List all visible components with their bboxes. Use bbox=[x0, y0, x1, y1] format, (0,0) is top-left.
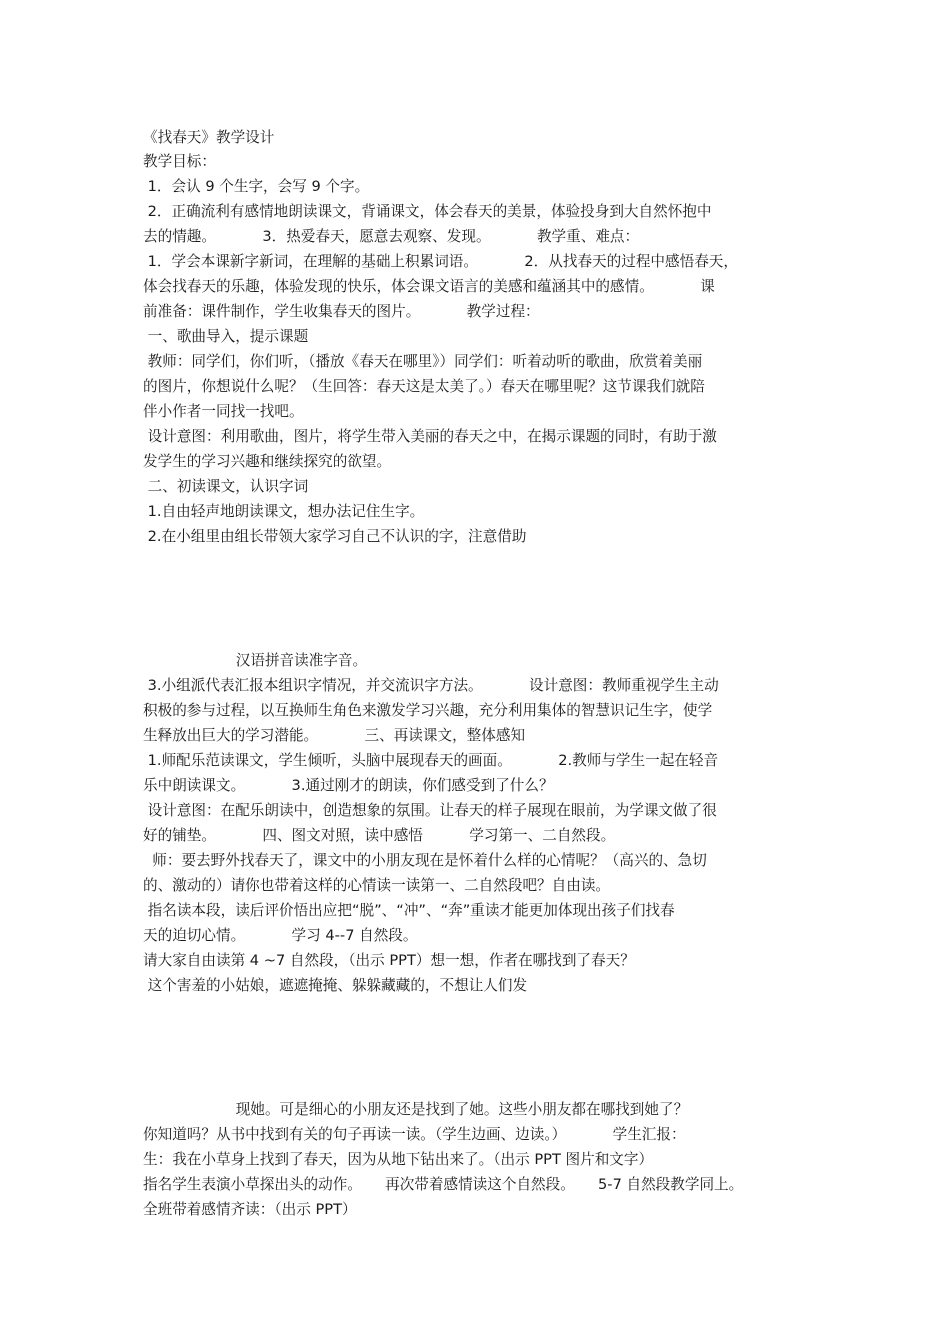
text-line: 积极的参与过程，以互换师生角色来激发学习兴趣，充分利用集体的智慧识记生字，使学 bbox=[143, 702, 713, 719]
text-line: 去的情趣。 3．热爱春天，愿意去观察、发现。 教学重、难点： bbox=[143, 228, 640, 245]
document-title: 《找春天》教学设计 bbox=[143, 129, 275, 146]
text-line: 2．正确流利有感情地朗读课文，背诵课文，体会春天的美景，体验投身到大自然怀抱中 bbox=[143, 203, 712, 220]
text-line: 1．会认 9 个生字，会写 9 个字。 bbox=[143, 178, 370, 195]
text-line: 这个害羞的小姑娘，遮遮掩掩、躲躲藏藏的，不想让人们发 bbox=[143, 977, 528, 994]
text-line: 全班带着感情齐读：（出示 PPT） bbox=[143, 1201, 357, 1218]
text-line: 请大家自由读第 4 ~7 自然段，（出示 PPT）想一想，作者在哪找到了春天？ bbox=[143, 952, 635, 969]
text-line: 指名学生表演小草探出头的动作。 再次带着感情读这个自然段。 5-7 自然段教学同上。 bbox=[143, 1176, 744, 1193]
text-line: 乐中朗读课文。 3.通过刚才的朗读，你们感受到了什么？ bbox=[143, 777, 554, 794]
text-line: 的图片，你想说什么呢？（生回答：春天这是太美了。）春天在哪里呢？这节课我们就陪 bbox=[143, 378, 705, 395]
text-line: 3.小组派代表汇报本组识字情况，并交流识字方法。 设计意图：教师重视学生主动 bbox=[143, 677, 719, 694]
text-line: 教学目标： bbox=[143, 153, 216, 170]
text-line: 汉语拼音读准字音。 bbox=[143, 652, 368, 669]
text-line: 设计意图：在配乐朗读中，创造想象的氛围。让春天的样子展现在眼前，为学课文做了很 bbox=[143, 802, 717, 819]
text-line: 1.师配乐范读课文，学生倾听，头脑中展现春天的画面。 2.教师与学生一起在轻音 bbox=[143, 752, 719, 769]
text-line: 生：我在小草身上找到了春天，因为从地下钻出来了。（出示 PPT 图片和文字） bbox=[143, 1151, 654, 1168]
section-heading: 一、歌曲导入，提示课题 bbox=[143, 328, 309, 345]
text-line: 1．学会本课新字新词，在理解的基础上积累词语。 2．从找春天的过程中感悟春天， bbox=[143, 253, 738, 270]
text-line: 天的迫切心情。 学习 4--7 自然段。 bbox=[143, 927, 418, 944]
text-line: 师：要去野外找春天了，课文中的小朋友现在是怀着什么样的心情呢？（高兴的、急切 bbox=[143, 852, 707, 869]
text-line: 1.自由轻声地朗读课文，想办法记住生字。 bbox=[143, 503, 425, 520]
text-line: 你知道吗？从书中找到有关的句子再读一读。（学生边画、边读。） 学生汇报： bbox=[143, 1126, 686, 1143]
text-line: 设计意图：利用歌曲，图片，将学生带入美丽的春天之中，在揭示课题的同时，有助于激 bbox=[143, 428, 717, 445]
text-line: 好的铺垫。 四、图文对照，读中感悟 学习第一、二自然段。 bbox=[143, 827, 616, 844]
section-heading: 二、初读课文，认识字词 bbox=[143, 478, 309, 495]
text-line: 2.在小组里由组长带领大家学习自己不认识的字，注意借助 bbox=[143, 528, 527, 545]
text-line: 指名读本段，读后评价悟出应把“脱”、“冲”、“奔”重读才能更加体现出孩子们找春 bbox=[143, 902, 675, 919]
text-line: 生释放出巨大的学习潜能。 三、再读课文，整体感知 bbox=[143, 727, 526, 744]
text-line: 体会找春天的乐趣，体验发现的快乐，体会课文语言的美感和蕴涵其中的感情。 课 bbox=[143, 278, 715, 295]
text-line: 现她。可是细心的小朋友还是找到了她。这些小朋友都在哪找到她了？ bbox=[143, 1101, 689, 1118]
text-line: 教师：同学们，你们听，（播放《春天在哪里》）同学们：听着动听的歌曲，欣赏着美丽 bbox=[143, 353, 703, 370]
text-line: 前准备：课件制作，学生收集春天的图片。 教学过程： bbox=[143, 303, 540, 320]
text-line: 的、激动的）请你也带着这样的心情读一读第一、二自然段吧？自由读。 bbox=[143, 877, 611, 894]
text-line: 伴小作者一同找一找吧。 bbox=[143, 403, 304, 420]
text-line: 发学生的学习兴趣和继续探究的欲望。 bbox=[143, 453, 392, 470]
